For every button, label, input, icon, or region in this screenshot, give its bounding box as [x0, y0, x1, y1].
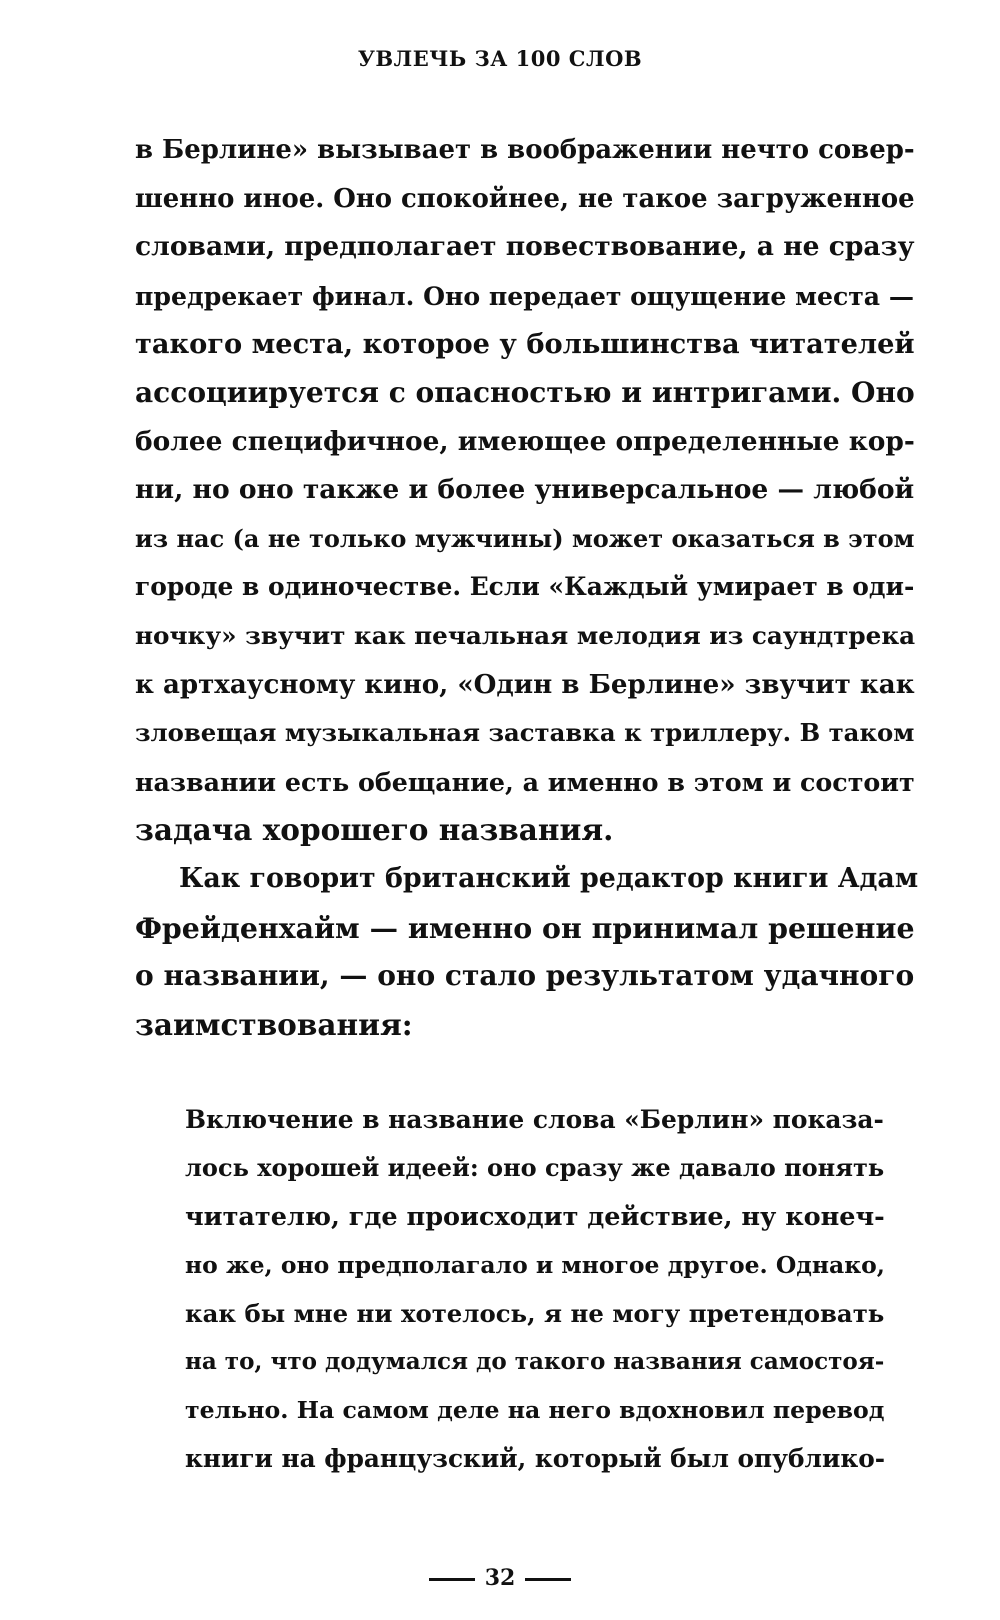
- quote-line: Включение в название слова «Берлин» показа-: [185, 1105, 884, 1134]
- text-line: ассоциируется с опасностью и интригами. Оно: [135, 375, 915, 409]
- text-line: городе в одиночестве. Если «Каждый умирает в оди-: [135, 572, 915, 602]
- left-rule: [429, 1578, 475, 1581]
- paragraph-start-line: Как говорит британский редактор книги Адам: [179, 862, 919, 894]
- text-line: задача хорошего названия.: [135, 812, 614, 848]
- text-line: ни, но оно также и более универсальное — любой: [135, 474, 915, 506]
- text-line: заимствования:: [135, 1006, 413, 1042]
- main-text: [135, 126, 919, 1049]
- text-line: названии есть обещание, а именно в этом и состоит: [135, 766, 915, 797]
- text-line: зловещая музыкальная заставка к триллеру. В таком: [135, 718, 915, 748]
- quote-line: читателю, где происходит действие, ну конеч-: [185, 1201, 885, 1232]
- quote-line: книги на французский, который был опублико-: [185, 1443, 885, 1473]
- text-line: в Берлине» вызывает в воображении нечто совер-: [135, 135, 915, 165]
- page-number: 32: [484, 1565, 516, 1591]
- quote-line: но же, оно предполагало и многое другое. Однако,: [185, 1251, 885, 1280]
- right-rule: [525, 1578, 571, 1581]
- block-quote: [185, 1096, 885, 1483]
- quote-line: на то, что додумался до такого названия самостоя-: [185, 1348, 885, 1376]
- text-line: о названии, — оно стало результатом удачного: [135, 959, 915, 993]
- quote-line: тельно. На самом деле на него вдохновил перевод: [185, 1396, 885, 1425]
- text-line: ночку» звучит как печальная мелодия из саундтрека: [135, 620, 916, 650]
- text-line: такого места, которое у большинства читателей: [135, 328, 915, 361]
- running-head: УВЛЕЧЬ ЗА 100 СЛОВ: [357, 46, 643, 71]
- text-line: к артхаусному кино, «Один в Берлине» звучит как: [135, 668, 915, 700]
- text-line: предрекает финал. Оно передает ощущение места —: [135, 280, 914, 311]
- quote-line: лось хорошей идеей: оно сразу же давало понять: [185, 1153, 885, 1183]
- text-line: словами, предполагает повествование, а не сразу: [135, 231, 915, 263]
- page-number-footer: [0, 1565, 1000, 1591]
- text-line: шенно иное. Оно спокойнее, не такое загруженное: [135, 183, 915, 214]
- quote-line: как бы мне ни хотелось, я не могу претендовать: [185, 1298, 885, 1328]
- text-line: более специфичное, имеющее определенные кор-: [135, 425, 915, 457]
- text-line: Фрейденхайм — именно он принимал решение: [135, 910, 915, 945]
- text-line: из нас (а не только мужчины) может оказаться в этом: [135, 523, 915, 553]
